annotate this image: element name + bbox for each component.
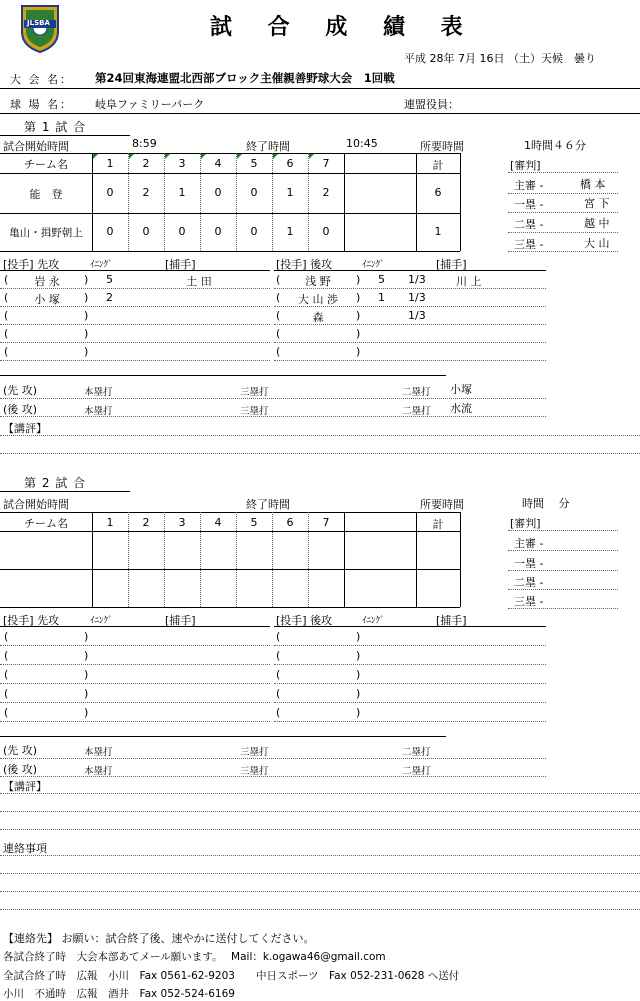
inning-header: 3 <box>178 157 186 170</box>
umpires-label: [審判] <box>510 517 541 530</box>
umpires-label: [審判] <box>510 159 541 172</box>
inning-header: 4 <box>214 157 222 170</box>
inning-header: 1 <box>106 157 114 170</box>
home-label: (後 攻) <box>3 403 38 416</box>
score-cell: 0 <box>142 225 150 238</box>
game1-start-label: 試合開始時間 <box>3 140 69 153</box>
away-label: (先 攻) <box>3 744 38 757</box>
game2-duration-label: 所要時間 <box>420 498 464 511</box>
pitcher-innings: 5 <box>106 273 113 286</box>
inning-header: 4 <box>214 516 222 529</box>
team-name: 亀山・揖野朝上 <box>9 227 83 239</box>
umpire-role: 三塁 - <box>514 238 544 251</box>
score-cell: 1 <box>286 225 294 238</box>
score-cell: 0 <box>106 225 114 238</box>
pitcher-innings-fraction: 1/3 <box>408 273 426 286</box>
inning-label: ｲﾆﾝｸﾞ <box>362 616 385 626</box>
pitcher-innings-fraction: 1/3 <box>408 291 426 304</box>
team-header: チーム名 <box>24 517 68 530</box>
score-cell: 0 <box>322 225 330 238</box>
umpire-role: 二塁 - <box>514 576 544 589</box>
pitch-away-label: [投手] 先攻 <box>3 614 60 627</box>
home-double-player: 水流 <box>450 402 472 415</box>
game1-start-time: 8:59 <box>132 137 157 150</box>
score-cell: 2 <box>142 186 150 199</box>
score-cell: 0 <box>214 225 222 238</box>
inning-header: 7 <box>322 516 330 529</box>
inning-header: 7 <box>322 157 330 170</box>
umpire-role: 主審 - <box>514 537 544 550</box>
footer-mail: 各試合終了時 大会本部あてメール願います。 Mail：k.ogawa46@gmail.com <box>3 951 386 963</box>
catcher-name: 川 上 <box>456 275 482 288</box>
hr-label: 本塁打 <box>84 766 113 777</box>
umpire-role: 三塁 - <box>514 595 544 608</box>
away-label: (先 攻) <box>3 384 38 397</box>
score-cell: 0 <box>106 186 114 199</box>
umpire-role: 一塁 - <box>514 557 544 570</box>
umpire-role: 二塁 - <box>514 218 544 231</box>
hr-label: 本塁打 <box>84 387 113 398</box>
game2-start-label: 試合開始時間 <box>3 498 69 511</box>
triple-label: 三塁打 <box>240 747 269 758</box>
inning-header: 2 <box>142 516 150 529</box>
inning-header: 5 <box>250 157 258 170</box>
hr-label: 本塁打 <box>84 406 113 417</box>
umpire-name: 越 中 <box>584 217 610 230</box>
logo-text: JLSBA <box>27 19 50 27</box>
tournament-label: 大 会 名： <box>10 73 73 86</box>
pitcher-name: 浅 野 <box>305 275 331 288</box>
hr-label: 本塁打 <box>84 747 113 758</box>
umpire-role: 一塁 - <box>514 198 544 211</box>
tournament-name: 第24回東海連盟北西部ブロック主催親善野球大会 1回戦 <box>95 71 395 85</box>
inning-header: 5 <box>250 516 258 529</box>
notes-label: 連絡事項 <box>3 842 47 855</box>
inning-header: 6 <box>286 157 294 170</box>
team-header: チーム名 <box>24 158 68 171</box>
game1-end-label: 終了時間 <box>246 140 290 153</box>
catcher-label: [捕手] <box>436 614 467 627</box>
game1-end-time: 10:45 <box>346 137 378 150</box>
catcher-name: 土 田 <box>186 275 212 288</box>
away-double-player: 小塚 <box>450 383 472 396</box>
pitcher-name: 大 山 渉 <box>298 293 338 306</box>
footer-contact: 【連絡先】 お願い：試合終了後、速やかに送付してください。 <box>3 932 315 945</box>
total-cell: 1 <box>434 225 442 238</box>
double-label: 二塁打 <box>402 747 431 758</box>
score-cell: 0 <box>250 186 258 199</box>
pitcher-innings: 5 <box>378 273 385 286</box>
umpire-role: 主審 - <box>514 179 544 192</box>
double-label: 二塁打 <box>402 406 431 417</box>
comment-label: 【講評】 <box>3 780 47 793</box>
catcher-label: [捕手] <box>165 614 196 627</box>
game2-duration: 時間 分 <box>522 497 570 510</box>
total-header: 計 <box>432 518 444 531</box>
score-cell: 2 <box>322 186 330 199</box>
inning-header: 6 <box>286 516 294 529</box>
game1-duration: 1時間４６分 <box>524 139 586 152</box>
footer-fax-1: 全試合終了時 広報 小川 Fax 0561-62-9203 中日スポーツ Fax 052-231-0628 へ送付 <box>3 970 460 982</box>
umpire-name: 大 山 <box>584 237 610 250</box>
pitch-home-label: [投手] 後攻 <box>276 258 333 271</box>
comment-label: 【講評】 <box>3 422 47 435</box>
triple-label: 三塁打 <box>240 387 269 398</box>
umpire-name: 橋 本 <box>580 178 606 191</box>
score-cell: 1 <box>286 186 294 199</box>
pitcher-innings: 2 <box>106 291 113 304</box>
inning-label: ｲﾆﾝｸﾞ <box>90 260 113 270</box>
game2-heading: 第 2 試 合 <box>24 476 87 490</box>
pitch-home-label: [投手] 後攻 <box>276 614 333 627</box>
inning-header: 1 <box>106 516 114 529</box>
pitcher-name: 森 <box>312 311 324 324</box>
page-title: 試 合 成 績 表 <box>210 15 477 40</box>
double-label: 二塁打 <box>402 766 431 777</box>
inning-label: ｲﾆﾝｸﾞ <box>362 260 385 270</box>
pitcher-name: 小 塚 <box>34 293 60 306</box>
score-cell: 1 <box>178 186 186 199</box>
catcher-label: [捕手] <box>165 258 196 271</box>
triple-label: 三塁打 <box>240 406 269 417</box>
pitcher-innings: 1 <box>378 291 385 304</box>
total-header: 計 <box>432 159 444 172</box>
catcher-label: [捕手] <box>436 258 467 271</box>
pitcher-innings-fraction: 1/3 <box>408 309 426 322</box>
triple-label: 三塁打 <box>240 766 269 777</box>
score-cell: 0 <box>214 186 222 199</box>
date-weather: 平成 28年 7月 16日 （土）天候 曇り <box>404 52 596 65</box>
game2-end-label: 終了時間 <box>246 498 290 511</box>
inning-label: ｲﾆﾝｸﾞ <box>90 616 113 626</box>
total-cell: 6 <box>434 186 442 199</box>
venue-name: 岐阜ファミリーパーク <box>95 98 205 111</box>
double-label: 二塁打 <box>402 387 431 398</box>
score-cell: 0 <box>178 225 186 238</box>
pitcher-name: 岩 永 <box>34 275 60 288</box>
home-label: (後 攻) <box>3 763 38 776</box>
game1-duration-label: 所要時間 <box>420 140 464 153</box>
league-logo <box>18 2 62 54</box>
game1-heading: 第 1 試 合 <box>24 120 87 134</box>
score-cell: 0 <box>250 225 258 238</box>
inning-header: 3 <box>178 516 186 529</box>
officer-label: 連盟役員： <box>404 98 459 111</box>
venue-label: 球 場 名： <box>10 98 73 111</box>
umpire-name: 宮 下 <box>584 197 610 210</box>
inning-header: 2 <box>142 157 150 170</box>
team-name: 能 登 <box>29 188 63 201</box>
pitch-away-label: [投手] 先攻 <box>3 258 60 271</box>
footer-fax-2: 小川 不通時 広報 酒井 Fax 052-524-6169 <box>3 988 235 1000</box>
